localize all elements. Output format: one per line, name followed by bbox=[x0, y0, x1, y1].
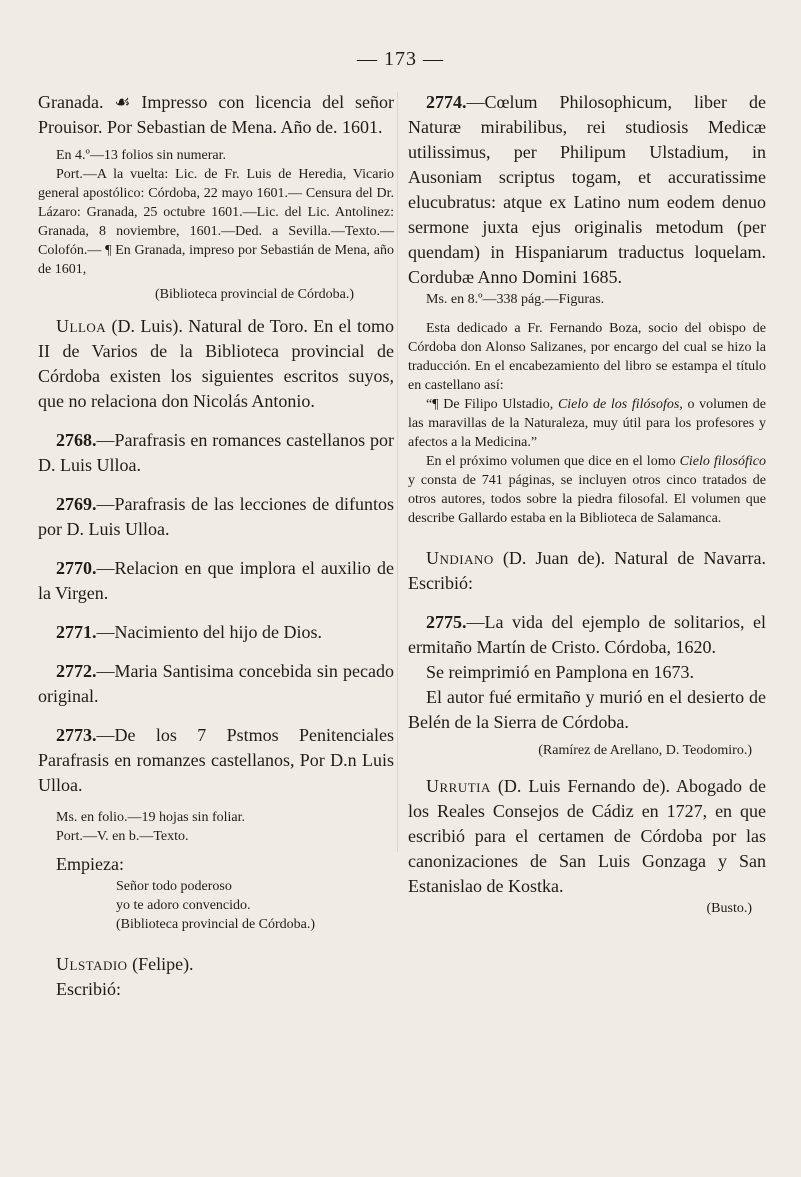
entry-text: —Maria Santisima concebida sin pecado original. bbox=[38, 661, 394, 706]
author-description: (D. Juan de). Natural de Navarra. Escribió: bbox=[408, 548, 766, 593]
manuscript-note-2: Port.—V. en b.—Texto. bbox=[56, 829, 189, 844]
source-note: (Biblioteca provincial de Córdoba.) bbox=[116, 917, 316, 932]
author-entry-ulloa bbox=[38, 314, 394, 414]
author-description: (D. Luis). Natural de Toro. En el tomo II de Varios de la Biblioteca provincial de Córdoba existen los siguientes escritos suyos, que no relaciona don Nicolás Antonio. bbox=[38, 316, 394, 411]
manuscript-note: Ms. en folio.—19 hojas sin foliar. bbox=[56, 810, 245, 825]
volume-paragraph bbox=[408, 452, 766, 528]
wrote-label: Escribió: bbox=[56, 979, 121, 999]
entry-2773 bbox=[38, 723, 394, 798]
entry-2769 bbox=[38, 492, 394, 542]
source-note: (Biblioteca provincial de Córdoba.) bbox=[154, 287, 354, 302]
entry-text: —Parafrasis en romances castellanos por D. Luis Ulloa. bbox=[38, 430, 394, 475]
entry-text: —La vida del ejemplo de solitarios, el ermitaño Martín de Cristo. Córdoba, 1620. bbox=[408, 612, 766, 657]
entry-number: 2772. bbox=[56, 661, 97, 681]
author-name: Urrutia bbox=[426, 776, 491, 796]
entry-2768 bbox=[38, 428, 394, 478]
format-note: En 4.º—13 folios sin numerar. bbox=[56, 148, 226, 163]
entry-number: 2770. bbox=[56, 558, 97, 578]
entry-number: 2775. bbox=[426, 612, 467, 632]
entry-2771 bbox=[38, 620, 394, 645]
entry-2775 bbox=[408, 610, 766, 660]
author-name: Ulloa bbox=[56, 316, 107, 336]
entry-text: —De los 7 Pstmos Penitenciales Parafrasis en romanzes castellanos, Por D.n Luis Ulloa. bbox=[38, 725, 394, 795]
description-note: Port.—A la vuelta: Lic. de Fr. Luis de Heredia, Vicario general apostólico: Córdoba, 22 mayo 1601.— Censura del Dr. Lázaro: Granada, 25 octubre 1601.—Lic. del Lic. Antolinez: Granada, 8 noviembre, 1601.—Ded. a Sevilla.—Texto.—Colofón.— ¶ En Granada, impreso por Sebastián de Mena, año de 1601, bbox=[38, 167, 394, 277]
quote-text: “¶ De Filipo Ulstadio, bbox=[426, 397, 558, 412]
entry-number: 2774. bbox=[426, 92, 467, 112]
quote-title: Cielo de los filósofos, bbox=[557, 397, 683, 412]
dedication-paragraph: Esta dedicado a Fr. Fernando Boza, socio del obispo de Córdoba don Alonso Salizanes, por encargo del cual se hizo la traducción. En el encabezamiento del libro se estampa el título en castellano así: bbox=[408, 321, 766, 393]
entry-2772 bbox=[38, 659, 394, 709]
entry-text: —Parafrasis de las lecciones de difuntos por D. Luis Ulloa. bbox=[38, 494, 394, 539]
entry-number: 2771. bbox=[56, 622, 97, 642]
quote-text-2: o volumen de las maravillas de la Naturaleza, muy útil para los profesores y afectos a la Medicina.” bbox=[408, 397, 767, 450]
incipit-label: Empieza: bbox=[56, 854, 124, 874]
entry-text: —Cœlum Philosophicum, liber de Naturæ mirabilibus, rei studiosis Medicæ utilissimus, per Philipum Ulstadium, in Ausoniam scriptus togam, et accuratissime elucubratus: atque ex Latino num eodem denuo sermone juxta ejus originalis metodum (per quendam) in Hispaniarum traductus loquelam. Cordubæ Anno Domini 1685. bbox=[408, 92, 766, 287]
entry-number: 2773. bbox=[56, 725, 97, 745]
left-column bbox=[38, 90, 394, 1002]
volume-title: Cielo filosófico bbox=[679, 454, 767, 469]
author-description: (Felipe). bbox=[127, 954, 194, 974]
source-note: (Ramírez de Arellano, D. Teodomiro.) bbox=[538, 743, 752, 758]
entry-number: 2769. bbox=[56, 494, 97, 514]
imprint-paragraph: Granada. ☙ Impresso con licencia del señor Prouisor. Por Sebastian de Mena. Año de. 1601. bbox=[38, 92, 394, 137]
reprint-note: Se reimprimió en Pamplona en 1673. bbox=[426, 662, 694, 682]
column-divider bbox=[397, 92, 398, 852]
entry-text: —Nacimiento del hijo de Dios. bbox=[96, 622, 322, 642]
verse-line: yo te adoro convencido. bbox=[116, 898, 251, 913]
author-description: (D. Luis Fernando de). Abogado de los Reales Consejos de Cádiz en 1727, en que escribió para el certamen de Córdoba por las canonizaciones de San Luis Gonzaga y San Estanislao de Kostka. bbox=[408, 776, 766, 896]
author-name: Ulstadio bbox=[56, 954, 128, 974]
verse-line: Señor todo poderoso bbox=[116, 879, 232, 894]
entry-number: 2768. bbox=[56, 430, 97, 450]
author-entry-undiano bbox=[408, 546, 766, 596]
author-entry-urrutia bbox=[408, 774, 766, 899]
right-column bbox=[408, 90, 766, 918]
volume-text: En el próximo volumen que dice en el lomo bbox=[426, 454, 680, 469]
author-name: Undiano bbox=[426, 548, 494, 568]
title-quote bbox=[408, 395, 766, 452]
entry-2770 bbox=[38, 556, 394, 606]
entry-text: —Relacion en que implora el auxilio de la Virgen. bbox=[38, 558, 394, 603]
author-note: El autor fué ermitaño y murió en el desierto de Belén de la Sierra de Córdoba. bbox=[408, 687, 766, 732]
author-entry-ulstadio bbox=[38, 952, 394, 977]
page-number: — 173 — bbox=[357, 48, 444, 70]
entry-2774 bbox=[408, 90, 766, 290]
source-note: (Busto.) bbox=[706, 901, 752, 916]
manuscript-note: Ms. en 8.º—338 pág.—Figuras. bbox=[426, 292, 605, 307]
volume-text-2: y consta de 741 páginas, se incluyen otros cinco tratados de otros autores, todos sobre la piedra filosofal. El volumen que describe Gallardo estaba en la Biblioteca de Salamanca. bbox=[408, 473, 766, 526]
